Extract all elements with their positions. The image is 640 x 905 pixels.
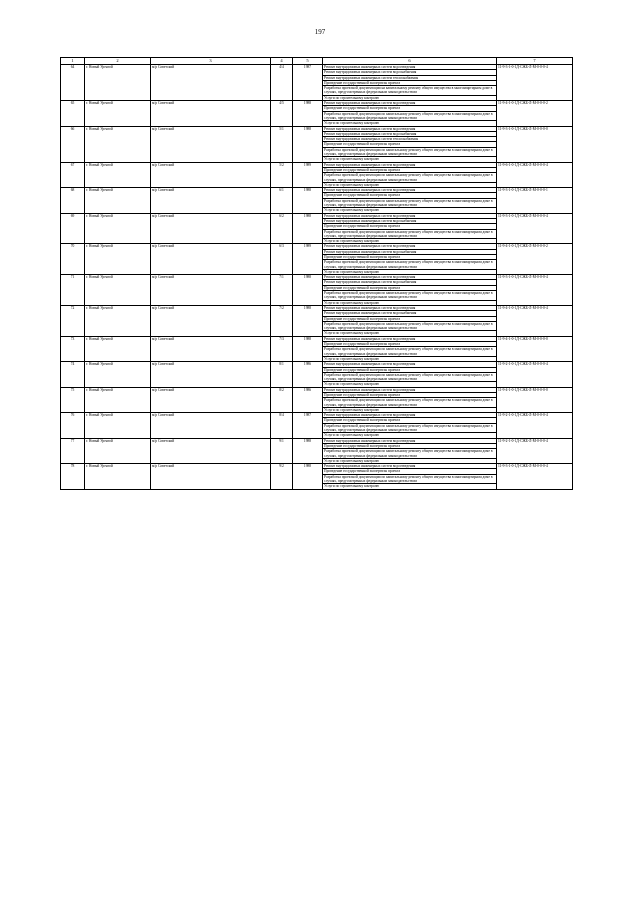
year-cell: 1988 [293, 438, 323, 463]
work-item: Услуги по строительному контролю [324, 331, 380, 336]
address-cell: м/р Советский [151, 305, 271, 336]
work-item: Проведение государственной экспертизы проекта [323, 142, 496, 147]
work-item: Услуги по строительному контролю [324, 458, 380, 463]
table-body [61, 65, 573, 490]
work-item: Проведение государственной экспертизы проекта [323, 393, 496, 398]
house-number-cell: 8/2 [271, 387, 293, 412]
work-item: Проведение государственной экспертизы проекта [323, 444, 496, 449]
work-types-cell [323, 275, 497, 306]
house-number-cell: 7/2 [271, 305, 293, 336]
house-number-cell: 7/1 [271, 275, 293, 306]
work-item: Разработка проектной документации по капитальному ремонту общего имущества в многоквартирном доме в случаях, предусмотренных федеральным законодательством [323, 230, 496, 240]
work-item: Ремонт внутридомовых инженерных систем водоснабжения [323, 280, 496, 285]
work-item: Услуги по строительному контролю [324, 182, 380, 187]
work-types-cell [323, 213, 497, 244]
work-item: Разработка проектной документации по капитальному ремонту общего имущества в многоквартирном доме в случаях, предусмотренных федеральным законодательством [323, 373, 496, 383]
house-number-cell: 8/1 [271, 362, 293, 387]
year-cell: 1988 [293, 275, 323, 306]
address-cell: м/р Советский [151, 387, 271, 412]
address-cell: м/р Советский [151, 188, 271, 213]
year-cell: 1986 [293, 387, 323, 412]
year-cell: 1988 [293, 213, 323, 244]
work-item: Ремонт внутридомовых инженерных систем водоснабжения [323, 250, 496, 255]
table-row [61, 188, 573, 213]
work-item: Проведение государственной экспертизы проекта [323, 469, 496, 474]
table-row [61, 101, 573, 126]
page-number: 197 [314, 28, 326, 36]
address-cell: м/р Советский [151, 362, 271, 387]
address-cell: м/р Советский [151, 275, 271, 306]
object-code-cell: 11-9-4-1-0-1Д-СЖБ-Л-М-0-0-0-0 [497, 336, 573, 361]
address-cell: м/р Советский [151, 244, 271, 275]
work-item: Услуги по строительному контролю [324, 300, 380, 305]
work-types-cell [323, 362, 497, 387]
house-number-cell: 7/3 [271, 336, 293, 361]
house-number-cell: 5/1 [271, 126, 293, 162]
work-item: Разработка проектной документации по капитальному ремонту общего имущества в многоквартирном доме в случаях, предусмотренных федеральным законодательством [323, 475, 496, 485]
work-item: Разработка проектной документации по капитальному ремонту общего имущества в многоквартирном доме в случаях, предусмотренных федеральным законодательством [323, 112, 496, 122]
work-item: Ремонт внутридомовых инженерных систем водоснабжения [323, 70, 496, 75]
work-item: Ремонт внутридомовых инженерных систем водоотведения [323, 101, 496, 106]
city-cell: г. Новый Уренгой [85, 305, 151, 336]
table-row [61, 413, 573, 438]
work-types-cell [323, 65, 497, 101]
column-header: 3 [151, 58, 271, 65]
work-types-cell [323, 244, 497, 275]
city-cell: г. Новый Уренгой [85, 275, 151, 306]
work-item: Услуги по строительному контролю [324, 356, 380, 361]
column-header: 4 [271, 58, 293, 65]
row-number: 78 [61, 464, 85, 489]
column-number-row [61, 58, 573, 65]
work-item: Услуги по строительному контролю [324, 157, 380, 162]
work-item: Ремонт внутридомовых инженерных систем водоотведения [323, 163, 496, 168]
work-item: Ремонт внутридомовых инженерных систем водоотведения [323, 127, 496, 132]
house-number-cell: 4/4 [271, 65, 293, 101]
city-cell: г. Новый Уренгой [85, 126, 151, 162]
house-number-cell: 9/1 [271, 438, 293, 463]
row-number: 77 [61, 438, 85, 463]
city-cell: г. Новый Уренгой [85, 162, 151, 187]
work-item: Разработка проектной документации по капитальному ремонту общего имущества в многоквартирном доме в случаях, предусмотренных федеральным законодательством [323, 398, 496, 408]
table-row [61, 275, 573, 306]
work-item: Разработка проектной документации по капитальному ремонту общего имущества в многоквартирном доме в случаях, предусмотренных федеральным законодательством [323, 449, 496, 459]
house-number-cell: 8/4 [271, 413, 293, 438]
work-item: Услуги по строительному контролю [324, 433, 380, 438]
row-number: 74 [61, 362, 85, 387]
work-item: Проведение государственной экспертизы проекта [323, 368, 496, 373]
address-cell: м/р Советский [151, 438, 271, 463]
work-item: Проведение государственной экспертизы проекта [323, 193, 496, 198]
work-item: Услуги по строительному контролю [324, 407, 380, 412]
year-cell: 1989 [293, 162, 323, 187]
address-cell: м/р Советский [151, 126, 271, 162]
city-cell: г. Новый Уренгой [85, 213, 151, 244]
work-item: Проведение государственной экспертизы проекта [323, 286, 496, 291]
house-number-cell: 4/5 [271, 101, 293, 126]
year-cell: 1989 [293, 244, 323, 275]
city-cell: г. Новый Уренгой [85, 101, 151, 126]
object-code-cell: 11-9-6-1-0-1Д-СЖБ-Л-М-0-0-0-4 [497, 162, 573, 187]
work-item: Ремонт внутридомовых инженерных систем водоотведения [323, 65, 496, 70]
work-item: Проведение государственной экспертизы проекта [323, 418, 496, 423]
house-number-cell: 6/3 [271, 244, 293, 275]
year-cell: 1986 [293, 362, 323, 387]
work-item: Разработка проектной документации по капитальному ремонту общего имущества в многоквартирном доме в случаях, предусмотренных федеральным законодательством [323, 424, 496, 434]
work-item: Разработка проектной документации по капитальному ремонту общего имущества в многоквартирном доме в случаях, предусмотренных федеральным законодательством [323, 322, 496, 332]
row-number: 70 [61, 244, 85, 275]
house-number-cell: 9/2 [271, 464, 293, 489]
year-cell: 1988 [293, 126, 323, 162]
row-number: 75 [61, 387, 85, 412]
work-item: Проведение государственной экспертизы проекта [323, 106, 496, 111]
work-types-cell [323, 413, 497, 438]
year-cell: 1987 [293, 413, 323, 438]
year-cell: 1988 [293, 464, 323, 489]
house-number-cell: 5/2 [271, 162, 293, 187]
column-header: 7 [497, 58, 573, 65]
row-number: 69 [61, 213, 85, 244]
work-item: Разработка проектной документации по капитальному ремонту общего имущества в многоквартирном доме в случаях, предусмотренных федеральным законодательством [323, 260, 496, 270]
address-cell: м/р Советский [151, 464, 271, 489]
city-cell: г. Новый Уренгой [85, 188, 151, 213]
work-item: Ремонт внутридомовых инженерных систем водоотведения [323, 337, 496, 342]
work-item: Ремонт внутридомовых инженерных систем водоснабжения [323, 219, 496, 224]
work-item: Разработка проектной документации по капитальному ремонту общего имущества в многоквартирном доме в случаях, предусмотренных федеральным законодательством [323, 148, 496, 158]
work-types-cell [323, 305, 497, 336]
object-code-cell: 11-9-4-1-0-1Д-СЖБ-Л-М-0-0-0-4 [497, 305, 573, 336]
work-item: Проведение государственной экспертизы проекта [323, 317, 496, 322]
object-code-cell: 11-9-4-1-0-1Д-СЖБ-Л-М-0-0-0-2 [497, 101, 573, 126]
year-cell: 1988 [293, 101, 323, 126]
work-item: Ремонт внутридомовых инженерных систем теплоснабжения [323, 76, 496, 81]
table-row [61, 336, 573, 361]
city-cell: г. Новый Уренгой [85, 362, 151, 387]
table-row [61, 305, 573, 336]
row-number: 65 [61, 101, 85, 126]
work-item: Проведение государственной экспертизы проекта [323, 255, 496, 260]
table-row [61, 244, 573, 275]
address-cell: м/р Советский [151, 101, 271, 126]
house-number-cell: 6/1 [271, 188, 293, 213]
work-types-cell [323, 162, 497, 187]
table-row [61, 126, 573, 162]
work-item: Разработка проектной документации по капитальному ремонту общего имущества в многоквартирном доме в случаях, предусмотренных федеральным законодательством [323, 199, 496, 209]
work-item: Услуги по строительному контролю [324, 95, 380, 100]
city-cell: г. Новый Уренгой [85, 65, 151, 101]
column-header: 6 [323, 58, 497, 65]
work-types-cell [323, 188, 497, 213]
work-item: Услуги по строительному контролю [324, 484, 380, 489]
work-item: Ремонт внутридомовых инженерных систем водоснабжения [323, 311, 496, 316]
city-cell: г. Новый Уренгой [85, 464, 151, 489]
house-number-cell: 6/2 [271, 213, 293, 244]
work-item: Услуги по строительному контролю [324, 269, 380, 274]
work-item: Ремонт внутридомовых инженерных систем теплоснабжения [323, 137, 496, 142]
work-types-cell [323, 387, 497, 412]
column-header: 5 [293, 58, 323, 65]
row-number: 72 [61, 305, 85, 336]
work-item: Услуги по строительному контролю [324, 239, 380, 244]
object-code-cell: 11-9-2-1-0-1Д-СЖБ-Л-М-0-0-0-4 [497, 413, 573, 438]
work-item: Ремонт внутридомовых инженерных систем водоотведения [323, 388, 496, 393]
work-item: Разработка проектной документации по капитальному ремонту общего имущества в многоквартирном доме в случаях, предусмотренных федеральным законодательством [323, 291, 496, 301]
work-item: Проведение государственной экспертизы проекта [323, 81, 496, 86]
address-cell: м/р Советский [151, 336, 271, 361]
table-row [61, 362, 573, 387]
object-code-cell: 11-9-3-1-0-1Д-СЖБ-Л-М-0-0-0-4 [497, 275, 573, 306]
table-row [61, 162, 573, 187]
work-item: Услуги по строительному контролю [324, 121, 380, 126]
row-number: 66 [61, 126, 85, 162]
work-item: Разработка проектной документации на капитальному ремонту общего имущества в многоквартирном доме в случаях, предусмотренных федеральным законодательством [323, 86, 496, 96]
year-cell: 1988 [293, 188, 323, 213]
work-item: Проведение государственной экспертизы проекта [323, 224, 496, 229]
address-cell: м/р Советский [151, 162, 271, 187]
row-number: 76 [61, 413, 85, 438]
work-item: Проведение государственной экспертизы проекта [323, 342, 496, 347]
object-code-cell: 11-9-3-1-0-1Д-СЖБ-Л-М-0-0-0-0 [497, 126, 573, 162]
row-number: 68 [61, 188, 85, 213]
row-number: 64 [61, 65, 85, 101]
object-code-cell: 11-9-3-1-0-1Д-СЖБ-Л-М-0-0-0-4 [497, 464, 573, 489]
work-item: Разработка проектной документации по капитальному ремонту общего имущества в многоквартирном доме в случаях, предусмотренных федеральным законодательством [323, 347, 496, 357]
work-item: Ремонт внутридомовых инженерных систем водоотведения [323, 413, 496, 418]
table-row [61, 464, 573, 489]
city-cell: г. Новый Уренгой [85, 438, 151, 463]
column-header: 2 [85, 58, 151, 65]
table-row [61, 213, 573, 244]
object-code-cell: 11-9-2-1-0-1Д-СЖБ-Л-М-0-0-0-4 [497, 438, 573, 463]
work-item: Ремонт внутридомовых инженерных систем водоотведения [323, 439, 496, 444]
work-types-cell [323, 126, 497, 162]
table-row [61, 65, 573, 101]
work-item: Ремонт внутридомовых инженерных систем водоотведения [323, 464, 496, 469]
table-row [61, 387, 573, 412]
work-item: Услуги по строительному контролю [324, 382, 380, 387]
work-item: Ремонт внутридомовых инженерных систем водоотведения [323, 306, 496, 311]
work-item: Услуги по строительному контролю [324, 208, 380, 213]
capital-repair-table [60, 57, 573, 490]
city-cell: г. Новый Уренгой [85, 244, 151, 275]
work-item: Ремонт внутридомовых инженерных систем водоотведения [323, 362, 496, 367]
year-cell: 1987 [293, 65, 323, 101]
object-code-cell: 11-9-3-1-0-1Д-СЖБ-Л-М-0-0-0-4 [497, 65, 573, 101]
work-item: Проведение государственной экспертизы проекта [323, 168, 496, 173]
work-types-cell [323, 464, 497, 489]
year-cell: 1988 [293, 305, 323, 336]
object-code-cell: 11-9-3-1-0-1Д-СЖБ-Л-М-0-0-0-4 [497, 213, 573, 244]
work-item: Разработка проектной документации по капитальному ремонту общего имущества в многоквартирном доме в случаях, предусмотренных федеральным законодательством [323, 173, 496, 183]
address-cell: м/р Советский [151, 213, 271, 244]
address-cell: м/р Советский [151, 413, 271, 438]
row-number: 73 [61, 336, 85, 361]
city-cell: г. Новый Уренгой [85, 336, 151, 361]
work-item: Ремонт внутридомовых инженерных систем водоотведения [323, 214, 496, 219]
year-cell: 1988 [293, 336, 323, 361]
column-header: 1 [61, 58, 85, 65]
work-types-cell [323, 438, 497, 463]
work-item: Ремонт внутридомовых инженерных систем водоотведения [323, 244, 496, 249]
work-types-cell [323, 336, 497, 361]
work-item: Ремонт внутридомовых инженерных систем водоотведения [323, 275, 496, 280]
object-code-cell: 11-9-3-1-0-1Д-СЖБ-Л-М-0-0-0-1 [497, 188, 573, 213]
city-cell: г. Новый Уренгой [85, 387, 151, 412]
row-number: 67 [61, 162, 85, 187]
table-row [61, 438, 573, 463]
row-number: 71 [61, 275, 85, 306]
city-cell: г. Новый Уренгой [85, 413, 151, 438]
work-types-cell [323, 101, 497, 126]
object-code-cell: 11-9-2-1-0-1Д-СЖБ-Л-М-0-0-0-4 [497, 362, 573, 387]
object-code-cell: 11-9-4-1-0-1Д-СЖБ-Л-М-0-0-0-0 [497, 387, 573, 412]
work-item: Ремонт внутридомовых инженерных систем водоотведения [323, 188, 496, 193]
object-code-cell: 11-9-4-1-0-1Д-СЖБ-Л-М-0-0-0-2 [497, 244, 573, 275]
work-item: Ремонт внутридомовых инженерных систем водоснабжения [323, 132, 496, 137]
address-cell: м/р Советский [151, 65, 271, 101]
